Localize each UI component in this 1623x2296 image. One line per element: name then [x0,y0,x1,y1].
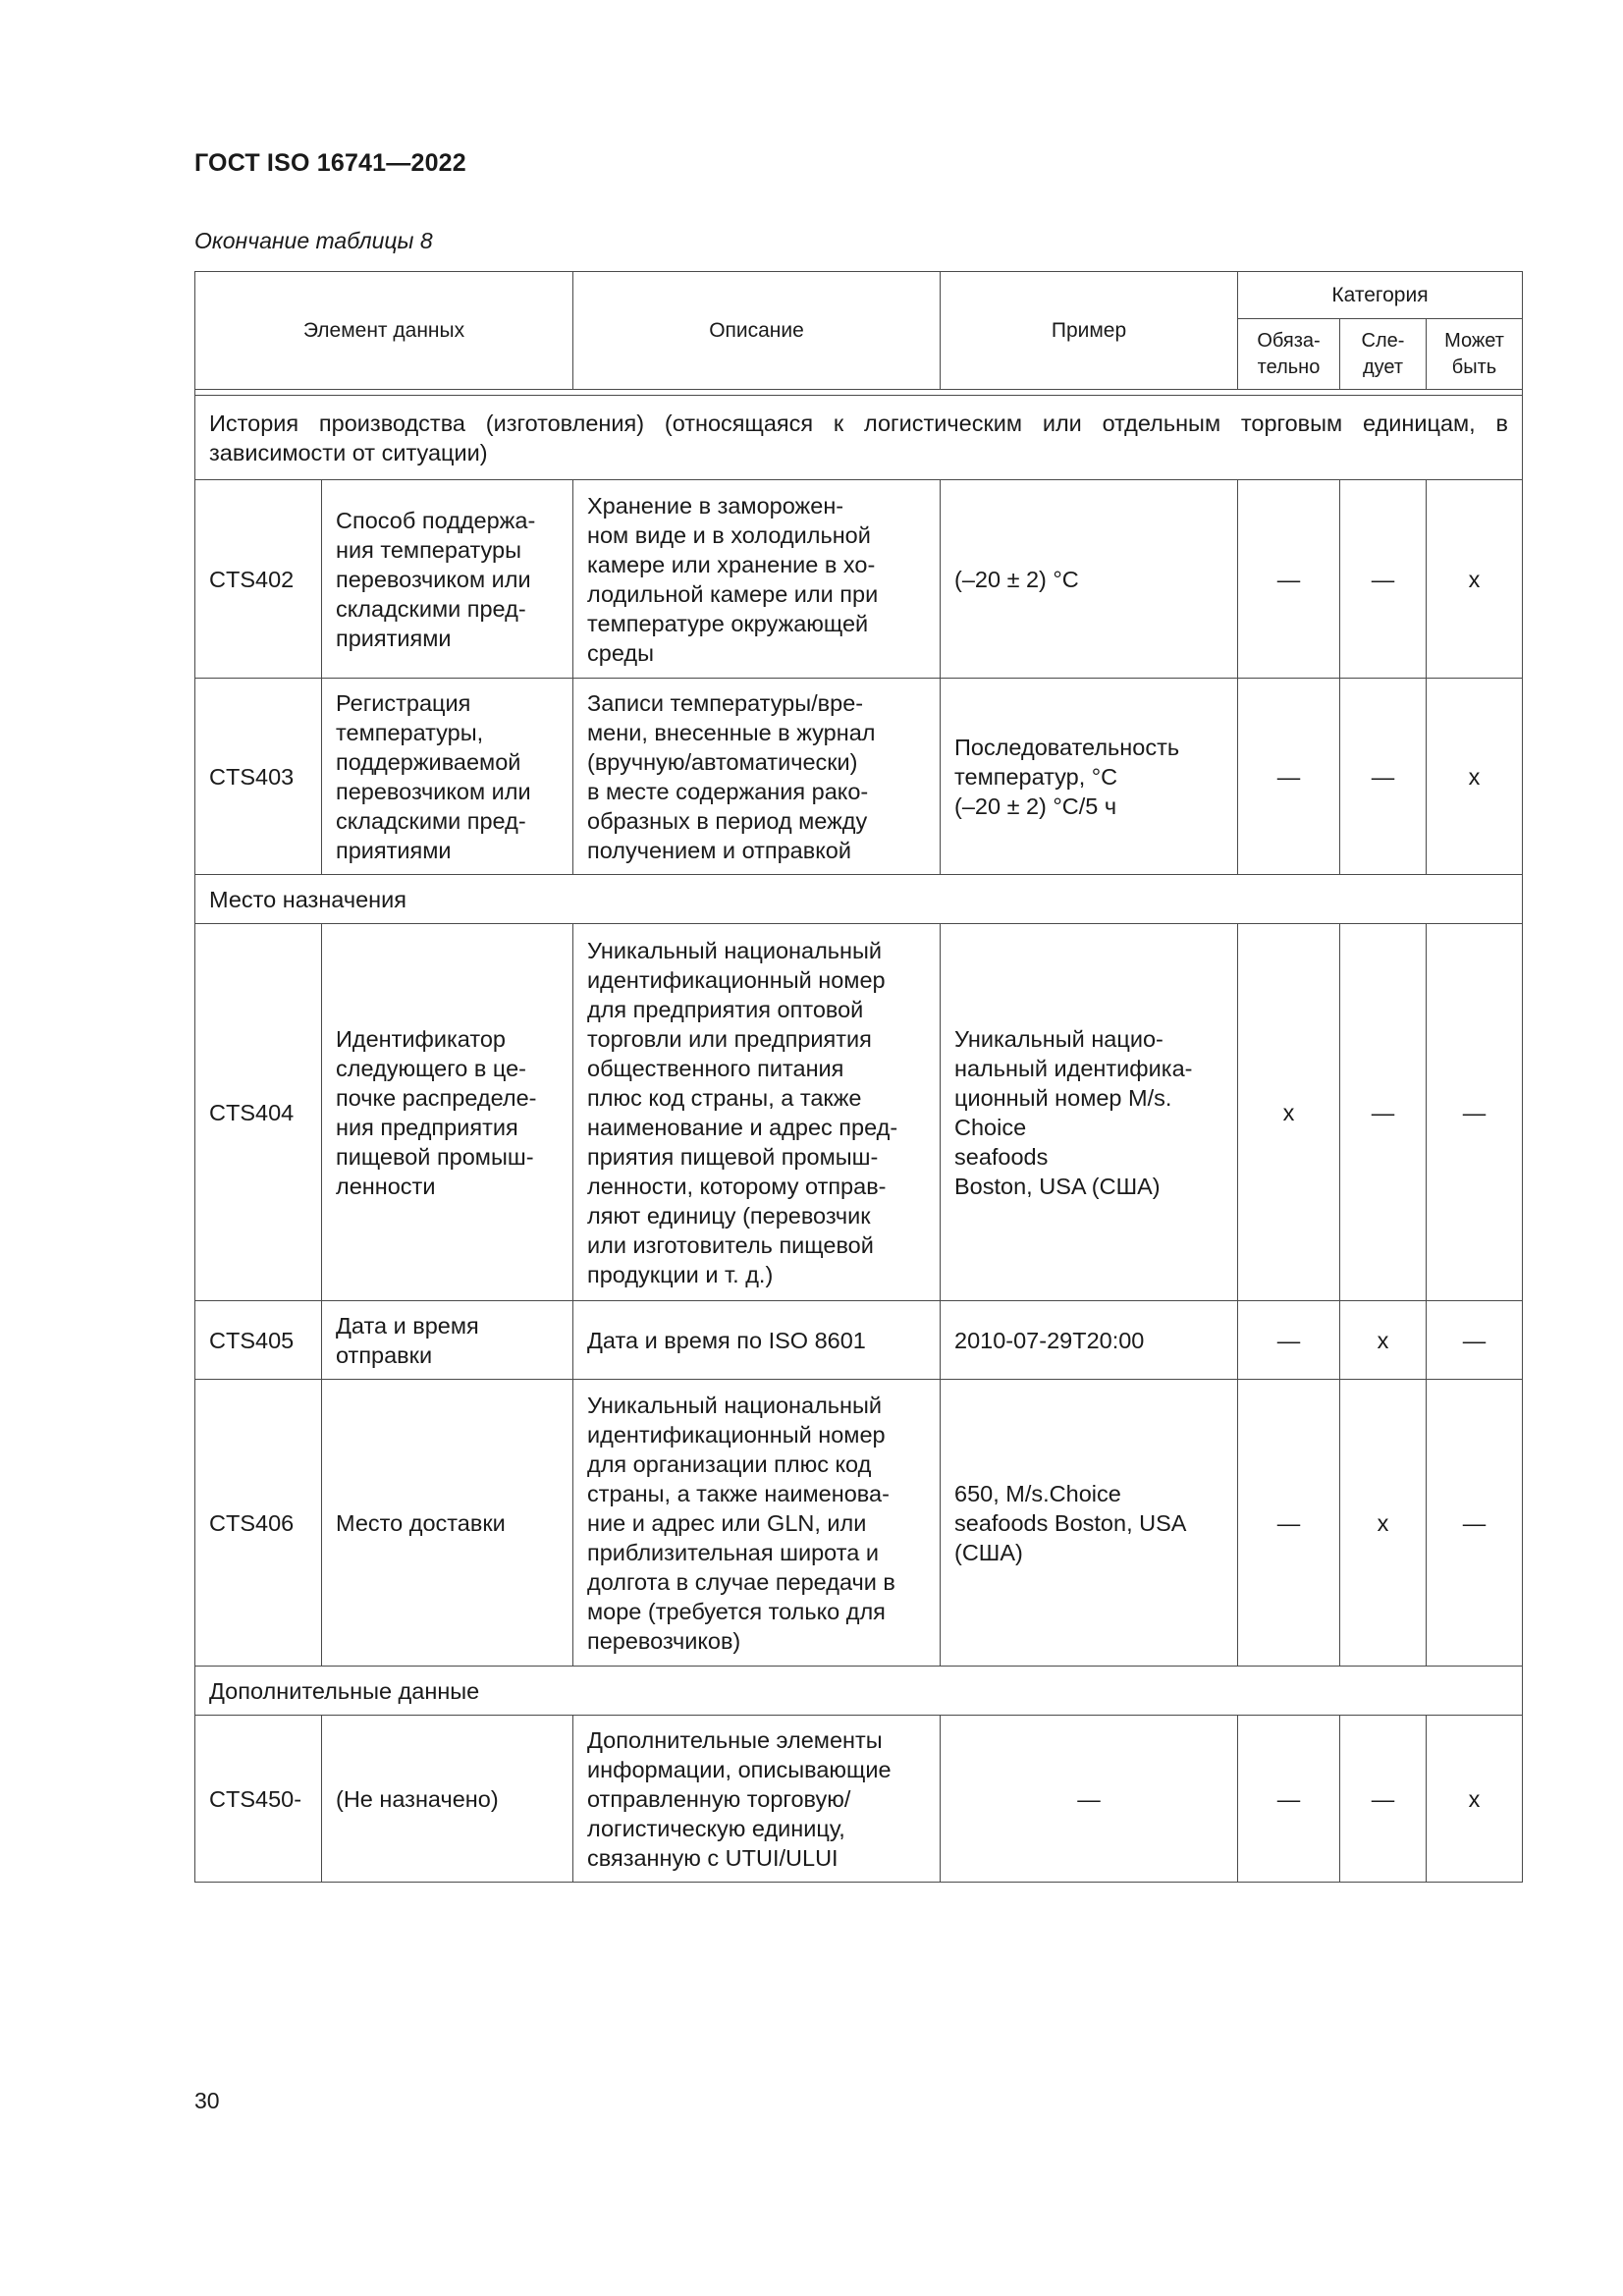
table-row [195,480,1523,679]
header-mandatory: Обяза- тельно [1238,319,1340,390]
section-row [195,396,1523,480]
element-example: Уникальный нацио- нальный идентифика- ционный номер M/s. Choice seafoods Boston, USA (США) [941,924,1238,1301]
element-example: 2010-07-29T20:00 [941,1301,1238,1380]
category-should: x [1340,1301,1427,1380]
category-may: x [1427,480,1523,679]
section-row [195,875,1523,924]
element-description: Дополнительные элементы информации, описывающие отправленную торговую/ логистическую единицу, связанную с UTUI/ULUI [573,1716,941,1883]
element-code: CTS406 [195,1380,322,1667]
category-mandatory: — [1238,1716,1340,1883]
table-row [195,1301,1523,1380]
header-category: Категория [1238,272,1523,319]
element-code: CTS404 [195,924,322,1301]
category-should: — [1340,1716,1427,1883]
category-may: — [1427,924,1523,1301]
element-name: Дата и время отправки [322,1301,573,1380]
element-name: Идентификатор следующего в це- почке распределе- ния предприятия пищевой промыш- ленности [322,924,573,1301]
header-should: Сле- дует [1340,319,1427,390]
element-description: Хранение в заморожен- ном виде и в холодильной камере или хранение в хо- лодильной камере или при температуре окружающей среды [573,480,941,679]
element-code: CTS402 [195,480,322,679]
category-mandatory: — [1238,1380,1340,1667]
category-mandatory: — [1238,1301,1340,1380]
category-may: x [1427,1716,1523,1883]
table-row [195,924,1523,1301]
element-description: Уникальный национальный идентификационный номер для организации плюс код страны, а также наименова- ние и адрес или GLN, или приблизительная широта и долгота в случае передачи в море (требуется только для перевозчиков) [573,1380,941,1667]
table-body [195,396,1523,1883]
element-example: (–20 ± 2) °C [941,480,1238,679]
section-row [195,1667,1523,1716]
category-mandatory: — [1238,480,1340,679]
table-row [195,679,1523,875]
table-caption: Окончание таблицы 8 [194,228,433,253]
page-number: 30 [194,2088,220,2113]
element-code: CTS405 [195,1301,322,1380]
document-title: ГОСТ ISO 16741—2022 [194,149,466,177]
header-data-element: Элемент данных [195,272,573,390]
category-should: — [1340,480,1427,679]
category-may: — [1427,1380,1523,1667]
table-row [195,1716,1523,1883]
element-name: Место доставки [322,1380,573,1667]
category-may: x [1427,679,1523,875]
element-example: — [941,1716,1238,1883]
category-mandatory: x [1238,924,1340,1301]
element-example: Последовательность температур, °C (–20 ± 2) °C/5 ч [941,679,1238,875]
section-title: Место назначения [195,875,1523,924]
section-title: Дополнительные данные [195,1667,1523,1716]
element-name: Способ поддержа- ния температуры перевозчиком или складскими пред- приятиями [322,480,573,679]
category-should: x [1340,1380,1427,1667]
element-example: 650, M/s.Choice seafoods Boston, USA (США) [941,1380,1238,1667]
category-should: — [1340,679,1427,875]
element-name: Регистрация температуры, поддерживаемой перевозчиком или складскими пред- приятиями [322,679,573,875]
element-description: Записи температуры/вре- мени, внесенные в журнал (вручную/автоматически) в месте содержания рако- образных в период между получением и отправкой [573,679,941,875]
table-row [195,1380,1523,1667]
data-elements-table [194,271,1523,1883]
element-description: Дата и время по ISO 8601 [573,1301,941,1380]
element-description: Уникальный национальный идентификационный номер для предприятия оптовой торговли или предприятия общественного питания плюс код страны, а также наименование и адрес пред- приятия пищевой промыш- ленности, которому отправ- ляют единицу (перевозчик или изготовитель пищевой продукции и т. д.) [573,924,941,1301]
category-mandatory: — [1238,679,1340,875]
element-code: CTS403 [195,679,322,875]
header-description: Описание [573,272,941,390]
section-title: История производства (изготовления) (относящаяся к логистическим или отдельным торговым единицам, в зависимости от ситуации) [195,396,1523,480]
category-should: — [1340,924,1427,1301]
header-may: Может быть [1427,319,1523,390]
category-may: — [1427,1301,1523,1380]
element-code: CTS450- [195,1716,322,1883]
element-name: (Не назначено) [322,1716,573,1883]
header-example: Пример [941,272,1238,390]
